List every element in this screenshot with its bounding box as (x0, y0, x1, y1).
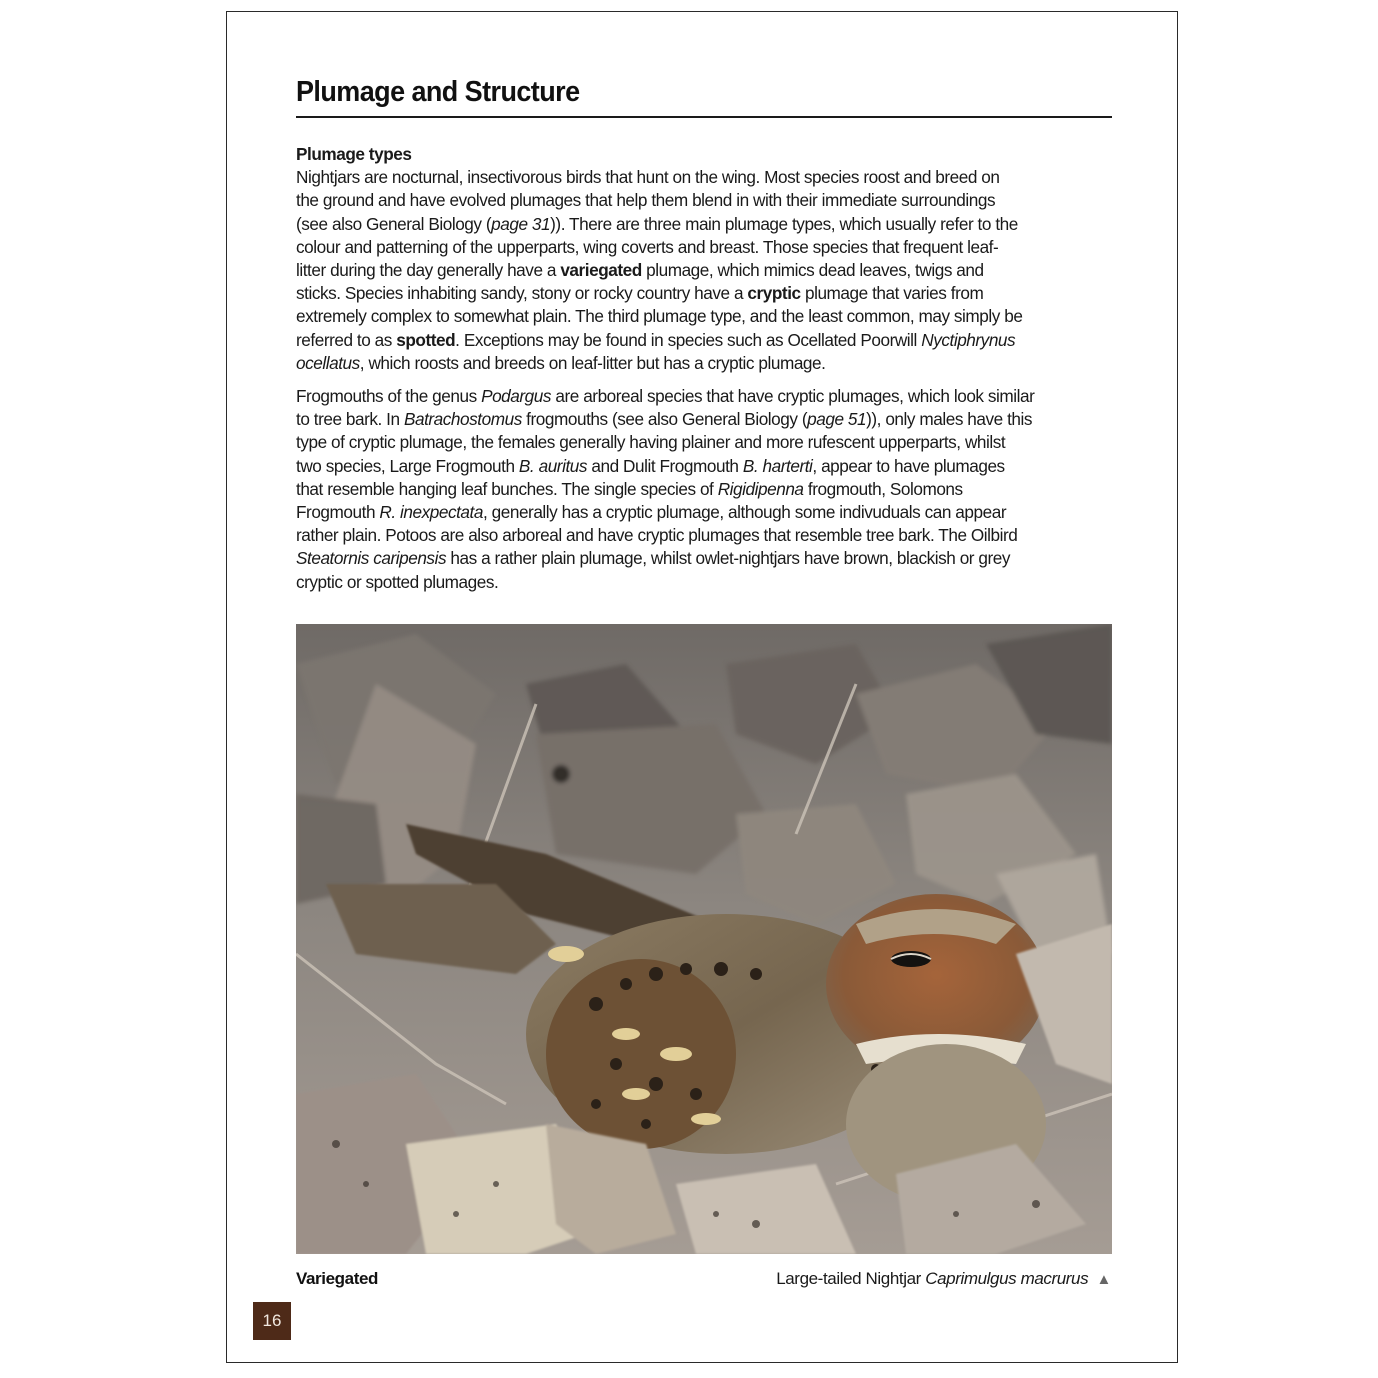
italic-term: Rigidipenna (717, 478, 804, 499)
text-run: plumage that varies from (800, 283, 984, 304)
text-line (296, 408, 1112, 431)
section-plumage-types (296, 143, 1112, 594)
italic-term: R. inexpectata (379, 502, 483, 523)
text-line (296, 166, 1112, 189)
body-paragraphs (296, 166, 1112, 594)
italic-term: Podargus (481, 386, 552, 407)
page-number-badge: 16 (253, 1302, 291, 1340)
text-run: rather plain. Potoos are also arboreal and have cryptic plumages that resemble tree bark. The Oilbird (296, 525, 1018, 546)
species-scientific-name: Caprimulgus macrurus (925, 1269, 1089, 1288)
text-run: )). There are three main plumage types, which usually refer to the (550, 213, 1018, 234)
bold-term: cryptic (747, 283, 801, 304)
text-line (296, 282, 1112, 305)
text-line (296, 189, 1112, 212)
text-run: , which roosts and breeds on leaf-litter but has a cryptic plumage. (359, 352, 826, 373)
text-line (296, 501, 1112, 524)
text-run: to tree bark. In (296, 409, 404, 430)
text-run: Frogmouths of the genus (296, 386, 482, 407)
text-run: plumage, which mimics dead leaves, twigs and (641, 260, 984, 281)
text-run: )), only males have this (866, 409, 1033, 430)
text-run: , appear to have plumages (812, 455, 1005, 476)
text-run: sticks. Species inhabiting sandy, stony or rocky country have a (296, 283, 748, 304)
section-heading: Plumage types (296, 144, 412, 164)
text-run: has a rather plain plumage, whilst owlet-nightjars have brown, blackish or grey (446, 548, 1011, 569)
nightjar-photo (296, 624, 1112, 1254)
text-line (296, 329, 1112, 352)
text-line (296, 352, 1112, 375)
text-line (296, 571, 1112, 594)
text-line (296, 259, 1112, 282)
italic-term: ocellatus (296, 352, 360, 373)
body-paragraph (296, 385, 1112, 594)
text-line (296, 213, 1112, 236)
text-run: are arboreal species that have cryptic plumages, which look similar (551, 386, 1035, 407)
text-line (296, 305, 1112, 328)
text-line (296, 547, 1112, 570)
text-line (296, 431, 1112, 454)
italic-term: page 51 (807, 409, 867, 430)
bold-term: variegated (560, 260, 642, 281)
text-run: frogmouth, Solomons (803, 478, 963, 499)
text-run: extremely complex to somewhat plain. The third plumage type, and the least common, may simply be (296, 306, 1023, 327)
italic-term: B. auritus (518, 455, 588, 476)
text-line (296, 478, 1112, 501)
text-run: . Exceptions may be found in species such as Ocellated Poorwill (455, 329, 922, 350)
text-run: the ground and have evolved plumages that help them blend in with their immediate surroundings (296, 190, 996, 211)
text-run: frogmouths (see also General Biology ( (521, 409, 808, 430)
text-run: colour and patterning of the upperparts, wing coverts and breast. Those species that frequent leaf- (296, 236, 999, 257)
text-run: Frogmouth (296, 502, 380, 523)
nightjar-photo-illustration (296, 624, 1112, 1254)
text-line (296, 236, 1112, 259)
italic-term: page 31 (491, 213, 551, 234)
text-run: (see also General Biology ( (296, 213, 492, 234)
italic-term: Steatornis caripensis (296, 548, 447, 569)
text-run: two species, Large Frogmouth (296, 455, 519, 476)
text-line (296, 455, 1112, 478)
text-run: , generally has a cryptic plumage, although some indivuduals can appear (482, 502, 1007, 523)
text-run: Nightjars are nocturnal, insectivorous birds that hunt on the wing. Most species roost and breed on (296, 167, 1000, 188)
document-page (226, 11, 1178, 1363)
page-title: Plumage and Structure (296, 76, 580, 108)
text-line (296, 524, 1112, 547)
text-run: cryptic or spotted plumages. (296, 571, 499, 592)
body-paragraph (296, 166, 1112, 375)
italic-term: Nyctiphrynus (921, 329, 1016, 350)
species-common-name: Large-tailed Nightjar (776, 1269, 921, 1288)
text-run: litter during the day generally have a (296, 260, 561, 281)
italic-term: B. harterti (742, 455, 813, 476)
triangle-up-icon: ▲ (1096, 1271, 1111, 1288)
photo-caption-plumage-type: Variegated (296, 1269, 378, 1288)
text-run: and Dulit Frogmouth (587, 455, 743, 476)
bold-term: spotted (396, 329, 456, 350)
text-run: that resemble hanging leaf bunches. The single species of (296, 478, 718, 499)
italic-term: Batrachostomus (403, 409, 522, 430)
text-run: type of cryptic plumage, the females generally having plainer and more rufescent upperparts, whilst (296, 432, 1006, 453)
title-underline-divider (296, 116, 1112, 118)
photo-caption-species (776, 1269, 1111, 1289)
text-line (296, 385, 1112, 408)
text-run: referred to as (296, 329, 397, 350)
